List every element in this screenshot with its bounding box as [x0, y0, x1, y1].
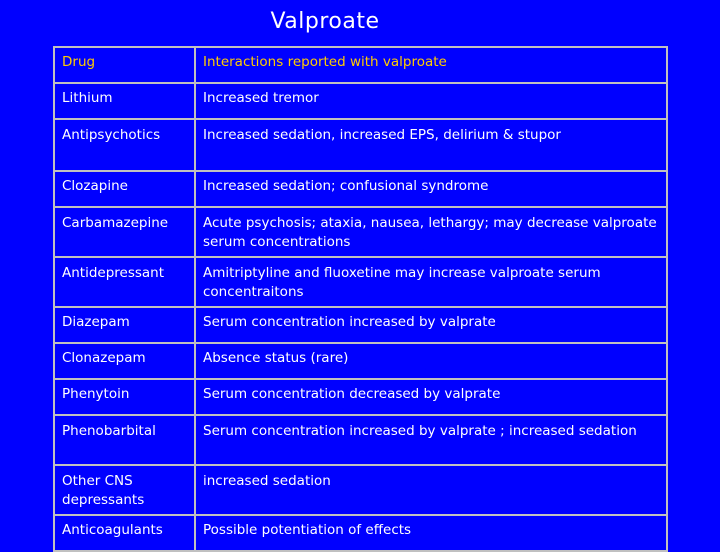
interactions-table [53, 46, 668, 552]
drug-cell: Lithium [54, 83, 195, 119]
header-drug: Drug [54, 47, 195, 83]
interaction-cell: Increased tremor [195, 83, 667, 119]
interaction-cell: Serum concentration increased by valprate [195, 307, 667, 343]
drug-cell: Phenytoin [54, 379, 195, 415]
table-row [54, 415, 667, 465]
interaction-cell: Acute psychosis; ataxia, nausea, lethargy; may decrease valproate serum concentrations [195, 207, 667, 257]
table-row [54, 343, 667, 379]
drug-cell: Clonazepam [54, 343, 195, 379]
interaction-cell: Serum concentration increased by valprate ; increased sedation [195, 415, 667, 465]
interaction-cell: increased sedation [195, 465, 667, 515]
slide-title: Valproate [270, 9, 380, 34]
table-row [54, 465, 667, 515]
drug-cell: Carbamazepine [54, 207, 195, 257]
drug-cell: Clozapine [54, 171, 195, 207]
drug-cell: Antidepressant [54, 257, 195, 307]
table-header-row [54, 47, 667, 83]
drug-cell: Phenobarbital [54, 415, 195, 465]
interaction-cell: Serum concentration decreased by valprate [195, 379, 667, 415]
interaction-cell: Increased sedation; confusional syndrome [195, 171, 667, 207]
table-row [54, 119, 667, 171]
table-row [54, 83, 667, 119]
drug-cell: Antipsychotics [54, 119, 195, 171]
interaction-cell: Amitriptyline and fluoxetine may increase valproate serum concentraitons [195, 257, 667, 307]
table-row [54, 515, 667, 551]
interaction-cell: Absence status (rare) [195, 343, 667, 379]
table-row [54, 257, 667, 307]
interaction-cell: Possible potentiation of effects [195, 515, 667, 551]
interaction-cell: Increased sedation, increased EPS, delirium & stupor [195, 119, 667, 171]
table-row [54, 171, 667, 207]
table-row [54, 379, 667, 415]
drug-cell: Anticoagulants [54, 515, 195, 551]
drug-cell: Other CNS depressants [54, 465, 195, 515]
table-row [54, 307, 667, 343]
drug-cell: Diazepam [54, 307, 195, 343]
header-interactions: Interactions reported with valproate [195, 47, 667, 83]
table-row [54, 207, 667, 257]
